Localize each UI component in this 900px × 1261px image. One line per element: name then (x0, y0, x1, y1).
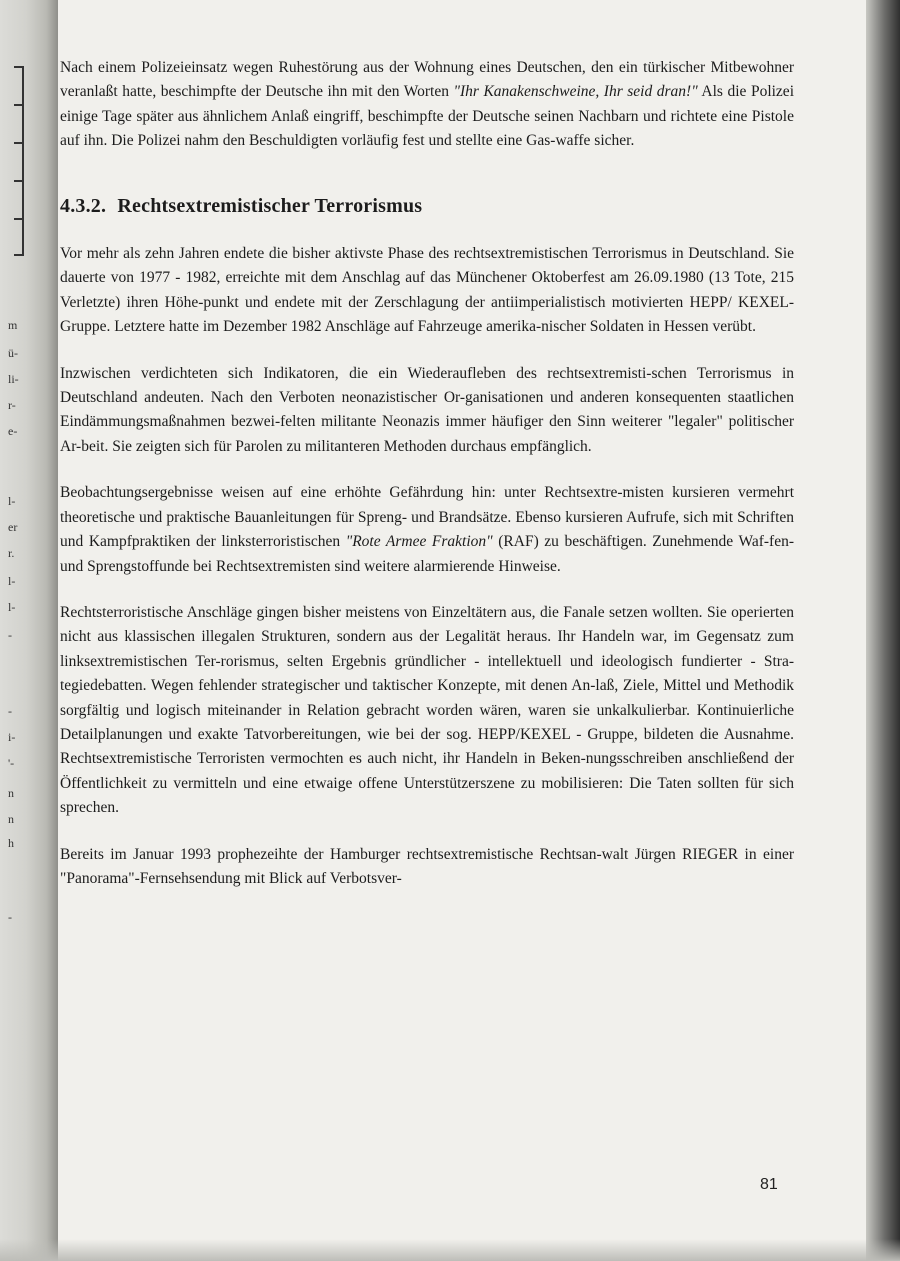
margin-fragment: li- (8, 372, 19, 386)
margin-bracket (14, 66, 24, 256)
margin-fragment: n (8, 812, 14, 826)
margin-fragment: r- (8, 398, 16, 412)
paragraphs-before-section (60, 56, 794, 154)
paragraph (60, 56, 794, 154)
margin-fragment: l- (8, 600, 16, 614)
margin-fragment: i- (8, 730, 16, 744)
margin-fragment: '- (8, 756, 15, 770)
bracket-tick (14, 254, 22, 256)
paragraph (60, 601, 794, 821)
bracket-tick (14, 66, 22, 68)
quoted-text: "Rote Armee Fraktion" (345, 533, 493, 551)
paragraph-text: Beobachtungsergebnisse weisen auf eine erhöhte Gefährdung hin: unter Rechtsextre-misten kursieren vermehrt theoretische und praktische Bauanleitungen für Spreng- und Brandsätze. Ebenso kursieren Aufrufe, sich mit Schriften und Kampfpraktiken der linksterroristischen (60, 484, 794, 551)
paragraph-text: Rechtsterroristische Anschläge gingen bisher meistens von Einzeltätern aus, die Fanale setzen wollten. Sie operierten nicht aus klassischen illegalen Strukturen, sondern aus der Legalität heraus. Ihr Handeln war, im Gegensatz zum linksextremistischen Ter-rorismus, selten Ergebnis gründlicher - intellektuell und ideologisch fundierter - Stra-tegiedebatten. Wegen fehlender strategischer und taktischer Konzepte, mit denen An-laß, Ziele, Mittel und Methodik sorgfältig und logisch miteinander in Relation gebracht worden wären, waren sie unkalkulierbar. Kontinuierliche Detailplanungen und exakte Tatvorbereitungen, wie bei der sog. HEPP/KEXEL - Gruppe, bildeten die Ausnahme. Rechtsextremistische Terroristen vermochten es auch nicht, ihr Handeln in Beken-nungsschreiben anschließend der Öffentlichkeit zu vermitteln und eine etwaige offene Unterstützerszene zu mobilisieren: Die Taten sollten für sich sprechen. (60, 603, 794, 817)
bracket-tick (14, 218, 22, 220)
margin-fragment: ü- (8, 346, 18, 360)
section-heading (60, 194, 794, 218)
paragraph (60, 481, 794, 579)
paragraph (60, 242, 794, 340)
paragraph (60, 843, 794, 892)
margin-fragment: - (8, 628, 12, 642)
section-number: 4.3.2. (60, 194, 107, 217)
paragraph (60, 362, 794, 460)
page-number: 81 (760, 1176, 778, 1193)
bottom-edge-shadow (0, 1239, 900, 1261)
bracket-tick (14, 180, 22, 182)
paragraph-text: Als die Polizei einige Tage später aus ähnlichem Anlaß eingriff, beschimpfte der Deutsche seinen Nachbarn und richtete eine Pistole auf ihn. Die Polizei nahm den Beschuldigten vorläufig fest und stellte eine Gas-waffe sicher. (60, 83, 794, 150)
right-binding-shadow (866, 0, 900, 1261)
body-text (60, 56, 794, 913)
paragraph-text: Inzwischen verdichteten sich Indikatoren, die ein Wiederaufleben des rechtsextremisti-schen Terrorismus in Deutschland andeuten. Nach den Verboten neonazistischer Or-ganisationen und anderen konsequenten staatlichen Eindämmungsmaßnahmen bezwei-felten militante Neonazis immer häufiger den Sinn weiterer "legaler" politischer Ar-beit. Sie zeigten sich für Parolen zu militanteren Methoden durchaus empfänglich. (60, 364, 794, 455)
margin-fragment: h (8, 836, 14, 850)
margin-fragment: - (8, 910, 12, 924)
paragraph-text: Vor mehr als zehn Jahren endete die bisher aktivste Phase des rechtsextremistischen Terrorismus in Deutschland. Sie dauerte von 1977 - 1982, erreichte mit dem Anschlag auf das Münchener Oktoberfest am 26.09.1980 (13 Tote, 215 Verletzte) ihren Höhe-punkt und endete mit der Zerschlagung der antiimperialistisch motivierten HEPP/ KEXEL-Gruppe. Letztere hatte im Dezember 1982 Anschläge auf Fahrzeuge amerika-nischer Soldaten in Hessen verübt. (60, 245, 794, 336)
paragraph-text: Nach einem Polizeieinsatz wegen Ruhestörung aus der Wohnung eines Deutschen, den ein türkischer Mitbewohner veranlaßt hatte, beschimpfte der Deutsche ihn mit den Worten (60, 59, 794, 101)
margin-fragment: e- (8, 424, 18, 438)
bracket-tick (14, 142, 22, 144)
paragraph-text: Bereits im Januar 1993 prophezeihte der Hamburger rechtsextremistische Rechtsan-walt Jürgen RIEGER in einer "Panorama"-Fernsehsendung mit Blick auf Verbotsver- (60, 845, 794, 887)
margin-fragment: er (8, 520, 18, 534)
section-title: Rechtsextremistischer Terrorismus (117, 194, 423, 217)
margin-fragment: l- (8, 494, 16, 508)
margin-fragment: n (8, 786, 14, 800)
bracket-tick (14, 104, 22, 106)
quoted-text: "Ihr Kanakenschweine, Ihr seid dran!" (453, 83, 698, 101)
margin-fragment: - (8, 704, 12, 718)
paragraph-text: (RAF) zu beschäftigen. Zunehmende Waf-fen- und Sprengstoffunde bei Rechtsextremisten sind weitere alarmierende Hinweise. (60, 533, 795, 575)
margin-fragment: r. (8, 546, 15, 560)
margin-fragment: m (8, 318, 18, 332)
margin-fragment: l- (8, 574, 16, 588)
paragraphs-after-section (60, 242, 794, 891)
